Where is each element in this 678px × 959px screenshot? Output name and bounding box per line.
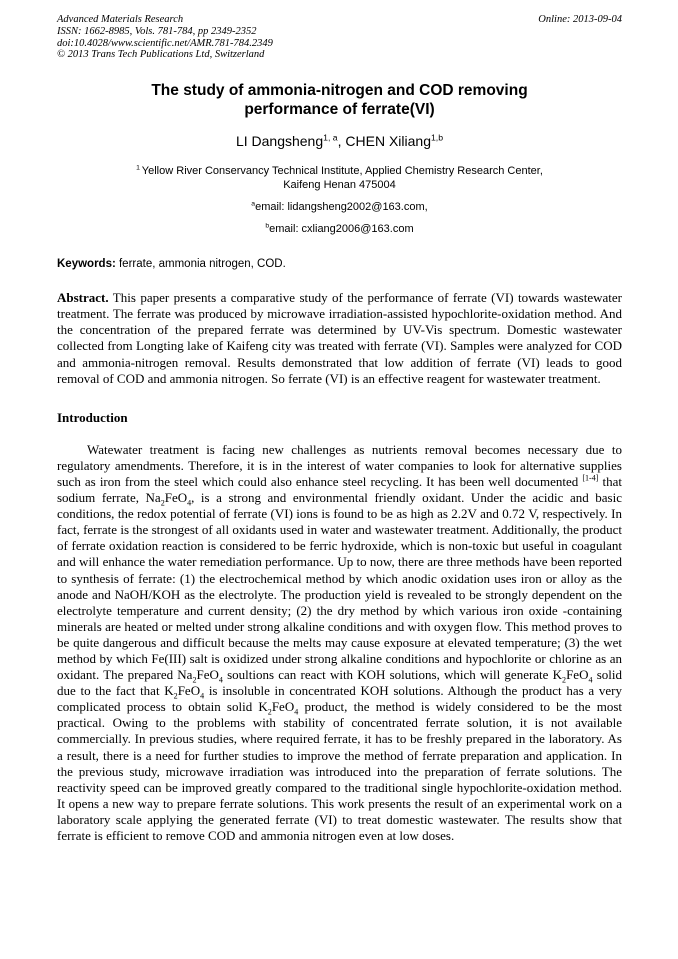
journal-info-block [57, 14, 273, 61]
email-author-b: $^b$email: cxliang2006@163.com [265, 222, 414, 236]
journal-header [57, 14, 622, 61]
paper-title-line2: performance of ferrate(VI) [244, 101, 435, 119]
introduction-paragraph: Watewater treatment is facing new challenges as nutrients removal becomes necessary due to regulatory amendments. Therefore, it is in the interest of water companies to look for alternative supplies such as iron from the steel which could also enhance steel recycling. It has been well documented [1-4] that sodium ferrate, $Na_2FeO_4$, is a strong and environmental friendly oxidant. Under the acidic and basic conditions, the redox potential of ferrate (VI) ions is found to be as high as 2.2V and 0.72 V, respectively. In fact, ferrate is the strongest of all oxidants used in water and wastewater treatment. Additionally, the product of ferrate oxidation reaction is considered to be ferric hydroxide, which is non-toxic but useful in coagulant and will enhance the water remediation performance. Up to now, there are three methods have been reported to synthesis of ferrate: (1) the electrochemical method by which anodic oxidation uses iron or alloy as the anode and NaOH/KOH as the electrolyte. The production yield is revealed to be strongly dependent on the electrolyte temperature and current density; (2) the dry method by which various iron oxide -containing minerals are heated or melted under strong alkaline conditions and with oxygen flow. This method proves to be quite dangerous and difficult because the melts may cause exposure at elevated temperature; (3) the wet method by which Fe(III) salt is oxidized under strong alkaline conditions and hypochlorite or chlorine as an oxidant. The prepared $Na_2FeO_4$ soultions can react with KOH solutions, which will generate $K_2FeO_4$ solid due to the fact that $K_2FeO_4$ is insoluble in concentrated KOH solutions. Although the product has a very complicated process to obtain solid $K_2FeO_4$ product, the method is widely considered to be the most practical. Owing to the problems with stability of concentrated ferrate solution, it is not available commercially. In previous studies, where required ferrate, it has to be freshly prepared in the laboratory. As a result, there is a need for further studies to improve the method of ferrate preparation and application. In the previous study, microwave irradiation was introduced into the preparation of ferrate solutions. The reactivity speed can be improved greatly compared to the traditional single hypochlorite-oxidation method. It opens a new way to prepare ferrate solutions. This work presents the result of an experimental work on a laboratory scale applying the generated ferrate (VI) to treat domestic wastewater. The results show that ferrate is efficient to remove COD and ammonia nitrogen even at low doses. [57, 441, 622, 843]
journal-copyright-line: © 2013 Trans Tech Publications Ltd, Switzerland [57, 49, 265, 61]
abstract-label: Abstract. [57, 290, 109, 306]
section-heading-introduction: Introduction [57, 409, 128, 425]
affiliation-block [57, 165, 622, 192]
authors-line: LI Dangsheng$^{1, a}$, CHEN Xiliang$^{1,b}$ [235, 132, 444, 150]
keywords-text: ferrate, ammonia nitrogen, COD. [115, 258, 286, 271]
keywords-label: Keywords: [57, 258, 116, 271]
affiliation-line2: Kaifeng Henan 475004 [283, 178, 396, 191]
paper-title [57, 81, 622, 119]
affiliation-line1: $^1$ Yellow River Conservancy Technical Institute, Applied Chemistry Research Center, [136, 164, 543, 178]
paper-title-line1: The study of ammonia-nitrogen and COD removing [151, 82, 528, 100]
email-author-a: $^a$email: lidangsheng2002@163.com, [251, 200, 428, 214]
keywords-line [57, 257, 622, 271]
journal-doi-line: doi:10.4028/www.scientific.net/AMR.781-784.2349 [57, 37, 273, 49]
online-date: Online: 2013-09-04 [538, 14, 622, 25]
journal-name: Advanced Materials Research [57, 14, 184, 25]
abstract-text: This paper presents a comparative study of the performance of ferrate (VI) towards wastewater treatment. The ferrate was produced by microwave irradiation-assisted hypochlorite-oxidation method. And the concentration of the prepared ferrate was determined by UV-Vis spectrum. Domestic wastewater collected from Longting lake of Kaifeng city was treated with ferrate (VI). Samples were analyzed for COD and ammonia-nitrogen removal. Results demonstrated that low addition of ferrate (VI) leads to good removal of COD and ammonia nitrogen. So ferrate (VI) is an effective reagent for wastewater treatment. [57, 290, 622, 386]
abstract-paragraph [57, 290, 622, 387]
journal-issn-line: ISSN: 1662-8985, Vols. 781-784, pp 2349-2352 [57, 25, 257, 37]
